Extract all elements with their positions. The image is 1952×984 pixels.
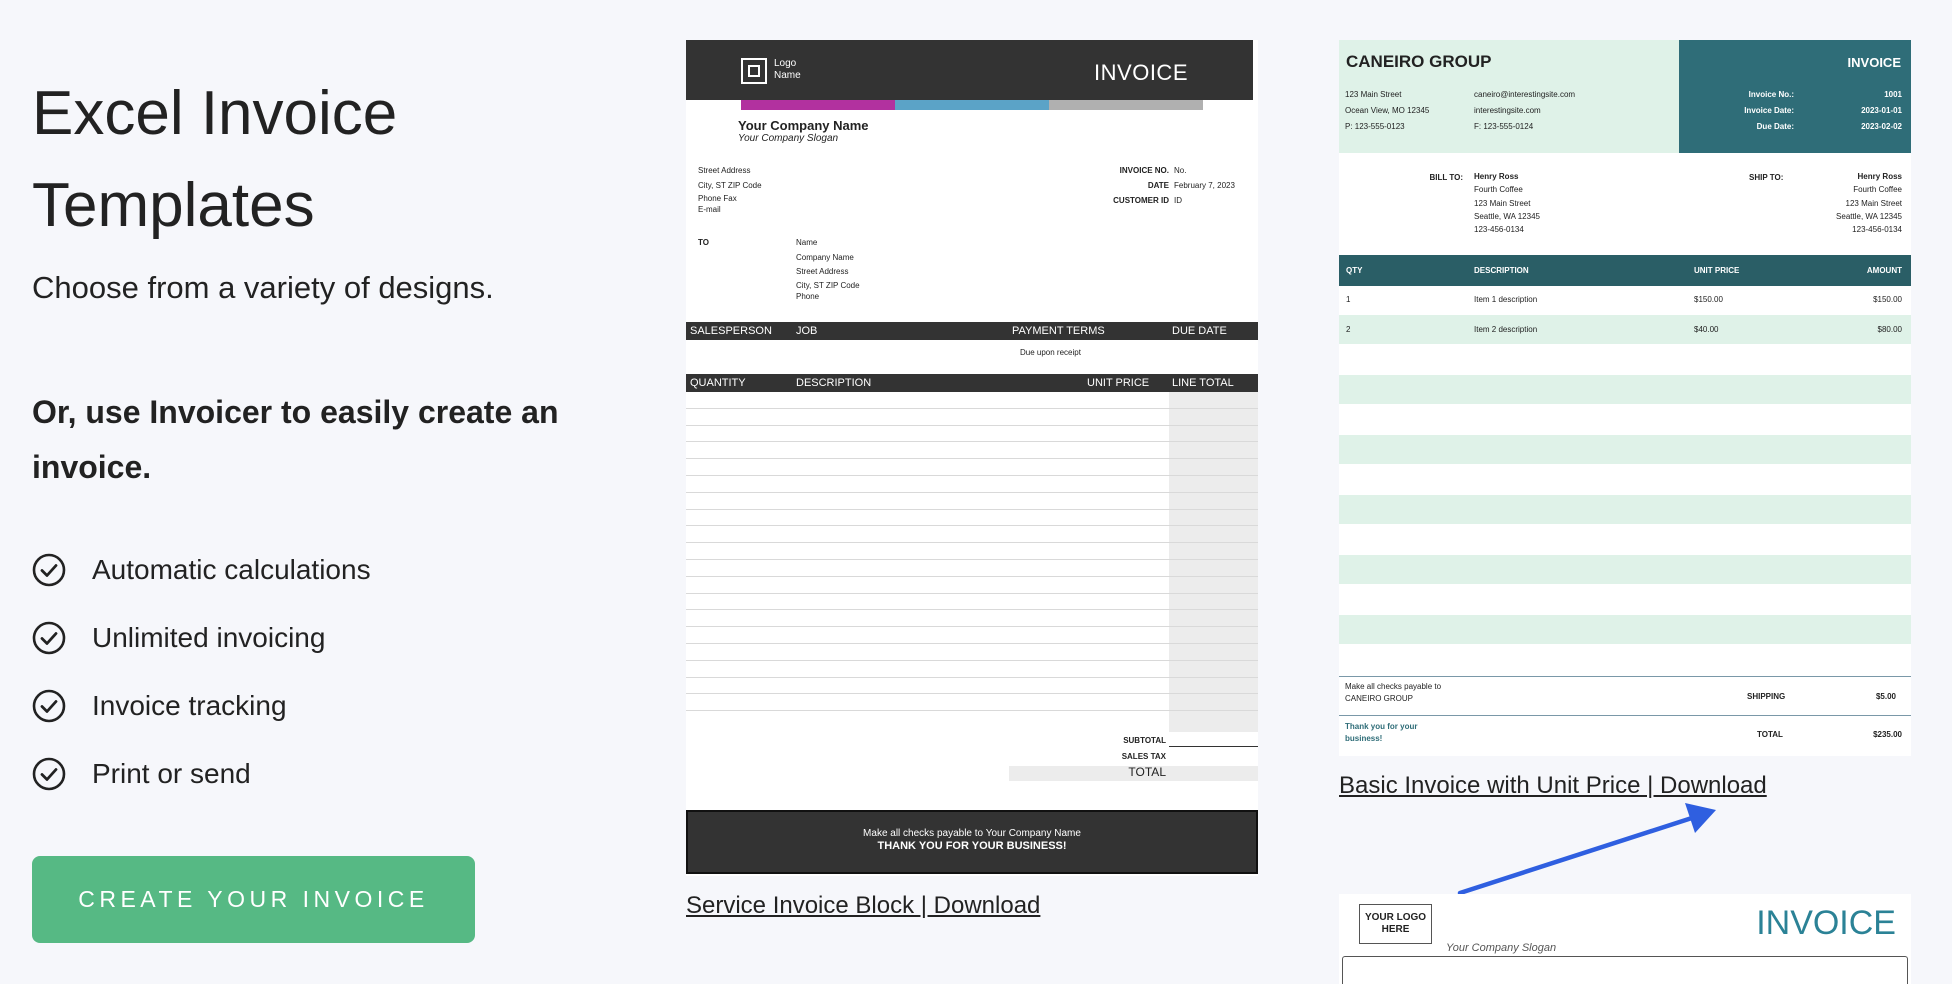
- company-slogan: Your Company Slogan: [738, 133, 839, 144]
- logo-icon: [741, 58, 767, 84]
- third-invoice-preview[interactable]: [1339, 894, 1911, 984]
- thank-you-note: [1345, 721, 1417, 745]
- row-amount: $80.00: [1877, 325, 1902, 334]
- address-line: P: 123-555-0123: [1345, 122, 1405, 131]
- meta-value: February 7, 2023: [1174, 181, 1235, 190]
- accent-bar: [741, 100, 895, 110]
- meta-label: CUSTOMER ID: [1113, 196, 1169, 205]
- payment-terms-value: Due upon receipt: [1020, 348, 1081, 357]
- contact-line: F: 123-555-0124: [1474, 122, 1534, 131]
- thanks-line: Thank you for your: [1345, 722, 1418, 731]
- ship-to-line: Seattle, WA 12345: [1836, 211, 1902, 221]
- service-invoice-preview[interactable]: [686, 40, 1258, 876]
- check-circle-icon: [32, 757, 66, 791]
- row-qty: 2: [1346, 325, 1351, 334]
- meta-label: INVOICE NO.: [1119, 166, 1169, 175]
- items-table-header: [1339, 255, 1911, 286]
- summary-divider: [1339, 676, 1911, 677]
- column-header: QTY: [1346, 266, 1363, 275]
- company-contact: [1474, 87, 1575, 135]
- meta-label: Due Date:: [1756, 122, 1794, 131]
- page-title: Excel Invoice Templates: [32, 79, 398, 240]
- address-line: 123 Main Street: [1345, 90, 1402, 99]
- logo-line: Name: [774, 70, 801, 81]
- meta-label: Invoice No.:: [1748, 90, 1794, 99]
- company-address: [1345, 87, 1429, 135]
- contact-line: interestingsite.com: [1474, 106, 1541, 115]
- column-header: AMOUNT: [1866, 266, 1902, 275]
- feature-item: [32, 604, 371, 672]
- ship-to-line: Henry Ross: [1857, 172, 1902, 181]
- accent-bar: [895, 100, 1049, 110]
- accent-bars: [741, 100, 1203, 110]
- create-invoice-button[interactable]: CREATE YOUR INVOICE: [32, 856, 475, 943]
- meta-value: No.: [1174, 166, 1187, 175]
- address-line: Ocean View, MO 12345: [1345, 106, 1430, 115]
- invoice-title: INVOICE: [1847, 55, 1901, 70]
- logo-line: HERE: [1381, 924, 1410, 935]
- service-invoice-download-link[interactable]: Service Invoice Block | Download: [686, 892, 1041, 919]
- feature-item: [32, 740, 371, 808]
- invoice-meta-labels: [1086, 163, 1169, 208]
- row-unit-price: $150.00: [1694, 295, 1723, 304]
- invoice-footer: [686, 810, 1258, 874]
- thanks-line: business!: [1345, 734, 1383, 743]
- meta-value: 1001: [1884, 90, 1902, 99]
- items-grid: [686, 392, 1258, 717]
- ship-to-line: 123 Main Street: [1845, 198, 1902, 208]
- recipient-line: Street Address: [796, 267, 849, 276]
- ship-to-line: Fourth Coffee: [1853, 185, 1902, 195]
- row-description: Item 1 description: [1474, 295, 1538, 304]
- meta-value: ID: [1174, 196, 1182, 205]
- total-label: TOTAL: [1128, 765, 1166, 779]
- column-header: DESCRIPTION: [796, 377, 872, 389]
- invoicer-pitch: Or, use Invoicer to easily create an invoice.: [32, 394, 559, 485]
- bill-to-line: Henry Ross: [1474, 172, 1519, 181]
- column-header: DUE DATE: [1172, 325, 1227, 337]
- invoice-meta-values: [1174, 163, 1235, 208]
- basic-invoice-download-link[interactable]: Basic Invoice with Unit Price | Download: [1339, 772, 1767, 799]
- page-subtitle: Choose from a variety of designs.: [32, 270, 494, 305]
- company-slogan: Your Company Slogan: [1446, 942, 1557, 954]
- bill-to-line: 123 Main Street: [1474, 198, 1531, 208]
- column-header: PAYMENT TERMS: [1012, 325, 1105, 337]
- contact-line: caneiro@interestingsite.com: [1474, 90, 1576, 99]
- logo-line: Logo: [774, 58, 797, 69]
- sales-tax-label: SALES TAX: [1121, 752, 1166, 761]
- bill-to-line: Fourth Coffee: [1474, 185, 1523, 195]
- logo-line: YOUR LOGO: [1364, 912, 1427, 923]
- ship-to-label: SHIP TO:: [1749, 173, 1784, 182]
- total-label: TOTAL: [1757, 730, 1783, 739]
- total-value: $235.00: [1873, 730, 1902, 739]
- accent-bar: [1049, 100, 1203, 110]
- logo-text: [774, 58, 801, 82]
- address-line: Phone Fax: [698, 194, 737, 203]
- column-header: UNIT PRICE: [1087, 377, 1150, 389]
- bill-to-label: BILL TO:: [1429, 173, 1463, 182]
- basic-invoice-preview[interactable]: [1339, 40, 1911, 756]
- feature-label: Unlimited invoicing: [92, 622, 326, 653]
- address-line: E-mail: [698, 205, 721, 214]
- meta-label: Invoice Date:: [1744, 106, 1794, 115]
- meta-value: 2023-02-02: [1861, 122, 1902, 131]
- checks-line: Make all checks payable to: [1345, 682, 1442, 691]
- invoice-meta-labels: [1699, 87, 1794, 135]
- check-circle-icon: [32, 621, 66, 655]
- column-header: JOB: [796, 325, 818, 337]
- column-header: DESCRIPTION: [1474, 266, 1529, 275]
- summary-divider: [1339, 715, 1911, 716]
- row-unit-price: $40.00: [1694, 325, 1719, 334]
- recipient-line: City, ST ZIP Code: [796, 280, 860, 290]
- meta-label: DATE: [1147, 181, 1169, 190]
- column-header: QUANTITY: [690, 377, 746, 389]
- feature-label: Invoice tracking: [92, 690, 287, 721]
- invoice-title: INVOICE: [1094, 60, 1188, 85]
- invoice-meta-values: [1809, 87, 1902, 135]
- ship-to-line: 123-456-0134: [1852, 225, 1902, 235]
- feature-item: [32, 672, 371, 740]
- company-name: Your Company Name: [738, 118, 869, 133]
- address-box: [1342, 956, 1908, 984]
- footer-line: THANK YOU FOR YOUR BUSINESS!: [877, 840, 1067, 852]
- column-header: UNIT PRICE: [1694, 266, 1740, 275]
- recipient-block: [796, 236, 860, 302]
- company-name: CANEIRO GROUP: [1346, 52, 1492, 71]
- subtotal-label: SUBTOTAL: [1123, 736, 1166, 745]
- feature-label: Automatic calculations: [92, 554, 371, 585]
- footer-line: Make all checks payable to Your Company Name: [863, 828, 1081, 839]
- shipping-value: $5.00: [1875, 692, 1896, 701]
- recipient-line: Company Name: [796, 252, 854, 262]
- arrow-icon: [1455, 800, 1735, 900]
- column-header: LINE TOTAL: [1172, 377, 1234, 389]
- row-amount: $150.00: [1873, 295, 1902, 304]
- sender-address: [698, 163, 762, 215]
- checks-line: CANEIRO GROUP: [1345, 694, 1414, 703]
- row-qty: 1: [1346, 295, 1351, 304]
- checks-payable: [1345, 681, 1441, 705]
- job-table-header: [686, 322, 1258, 340]
- items-table-header: [686, 374, 1258, 392]
- recipient-line: Name: [796, 238, 818, 247]
- row-description: Item 2 description: [1474, 325, 1538, 334]
- check-circle-icon: [32, 689, 66, 723]
- invoice-title: INVOICE: [1756, 904, 1896, 942]
- feature-item: [32, 536, 371, 604]
- address-line: Street Address: [698, 166, 751, 175]
- column-header: SALESPERSON: [690, 325, 772, 337]
- address-line: City, ST ZIP Code: [698, 181, 762, 190]
- logo-placeholder: [1359, 904, 1432, 944]
- shipping-label: SHIPPING: [1747, 692, 1786, 701]
- bill-to-line: 123-456-0134: [1474, 225, 1524, 235]
- feature-list: [32, 536, 371, 808]
- bill-to-line: Seattle, WA 12345: [1474, 211, 1540, 221]
- bill-to-block: [1474, 170, 1540, 236]
- feature-label: Print or send: [92, 758, 251, 789]
- recipient-line: Phone: [796, 291, 820, 301]
- ship-to-block: [1789, 170, 1902, 236]
- to-label: TO: [698, 238, 709, 247]
- meta-value: 2023-01-01: [1861, 106, 1902, 115]
- check-circle-icon: [32, 553, 66, 587]
- invoice-header-bar: [686, 40, 1253, 100]
- subtotal-line: [1169, 746, 1258, 747]
